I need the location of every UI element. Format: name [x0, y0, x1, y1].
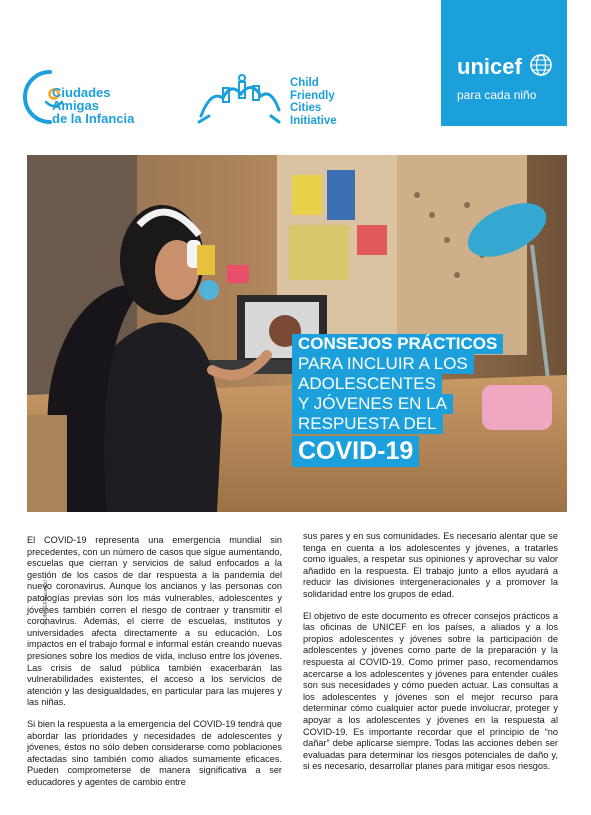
- cfci-line: Initiative: [290, 114, 337, 127]
- cover-title-line: COVID-19: [292, 436, 419, 467]
- cover-title-line: CONSEJOS PRÁCTICOS: [292, 334, 503, 354]
- photo-credit: © UNICEF/Ecuador/: [43, 579, 49, 625]
- cai-line: Ciudades: [52, 85, 111, 100]
- cai-line: Amigas: [52, 98, 99, 113]
- ciudades-amigas-text: [52, 86, 134, 125]
- cover-title-line: Y JÓVENES EN LA: [292, 394, 453, 414]
- body-column-right: [303, 531, 558, 783]
- unicef-wordmark: unicef: [457, 54, 522, 79]
- unicef-logo-box: [441, 0, 567, 126]
- body-paragraph: sus pares y en sus comunidades. Es necesario alentar que se tenga en cuenta a los adolescentes y jóvenes, a tratarles como iguales, a respetar sus opiniones y aprovechar su valor añadido en la respuesta. El trabajo junto a ellos ayudará a reducir las divisiones intergeneracionales y a promover la solidaridad entre los grupos de edad.: [303, 531, 558, 599]
- cfci-line: Child: [290, 77, 319, 89]
- body-column-left: [27, 535, 282, 798]
- child-friendly-cities-logo-icon: [195, 72, 287, 128]
- cai-line: de la Infancia: [52, 111, 135, 126]
- unicef-globe-icon: [529, 53, 553, 77]
- body-paragraph: El COVID-19 representa una emergencia mundial sin precedentes, con un número de casos que sigue aumentando, escuelas que cierran y servicios de salud enfocados a la gestión de los casos de dar respuesta a la pandemia del nuevo coronavirus. Aunque los ancianos y las personas con patologías previas son los más vulnerables, adolescentes y jóvenes también corren el riesgo de contraer y transmitir el coronavirus. Además, el cierre de escuelas, institutos y universidades afecta directamente a su educación. Los impactos en el trabajo formal e informal están creando nuevas presiones sobre los medios de vida, incluso entre los jóvenes. Las crisis de salud pública también exacerbarán las vulnerabilidades existentes, el acceso a los servicios de atención y las desigualdades, en particular para las mujeres y las niñas.: [27, 535, 282, 708]
- body-paragraph: El objetivo de este documento es ofrecer consejos prácticos a las oficinas de UNICEF en los países, a aliados y a los propios adolescentes y jóvenes sobre la participación de adolescentes y jóvenes como parte de la preparación y la respuesta al COVID-19. Como primer paso, recomendamos acercarse a los adolescentes y jóvenes para entender cuáles son sus necesidades y cómo pueden actuar. Las consultas a los adolescentes y jóvenes son el mejor recurso para determinar cómo cualquier actor puede involucrar, proteger y apoyar a los adolescentes y jóvenes en la respuesta al COVID-19. Es importante recordar que el principio de “no dañar” debe aplicarse siempre. Todas las acciones deben ser evaluadas para determinar los riesgos potenciales de daño y, si es necesario, desarrollar planes para mitigar esos riesgos.: [303, 610, 558, 772]
- child-friendly-cities-text: [290, 77, 337, 127]
- unicef-tagline: para cada niño: [457, 88, 537, 102]
- cover-title-line: RESPUESTA DEL: [292, 414, 443, 434]
- cover-title: [292, 334, 503, 467]
- cfci-line: Cities: [290, 102, 322, 114]
- body-paragraph: Si bien la respuesta a la emergencia del COVID-19 tendrá que abordar las prioridades y necesidades de adolescentes y jóvenes, éstos no sólo deben considerarse como poblaciones afectadas sino también como aliados sumamente eficaces. Pueden comprometerse de manera significativa a ser educadores y agentes de cambio entre: [27, 718, 282, 787]
- cfci-line: Friendly: [290, 89, 335, 102]
- cover-title-line: PARA INCLUIR A LOS: [292, 354, 474, 374]
- cover-title-line: ADOLESCENTES: [292, 374, 442, 394]
